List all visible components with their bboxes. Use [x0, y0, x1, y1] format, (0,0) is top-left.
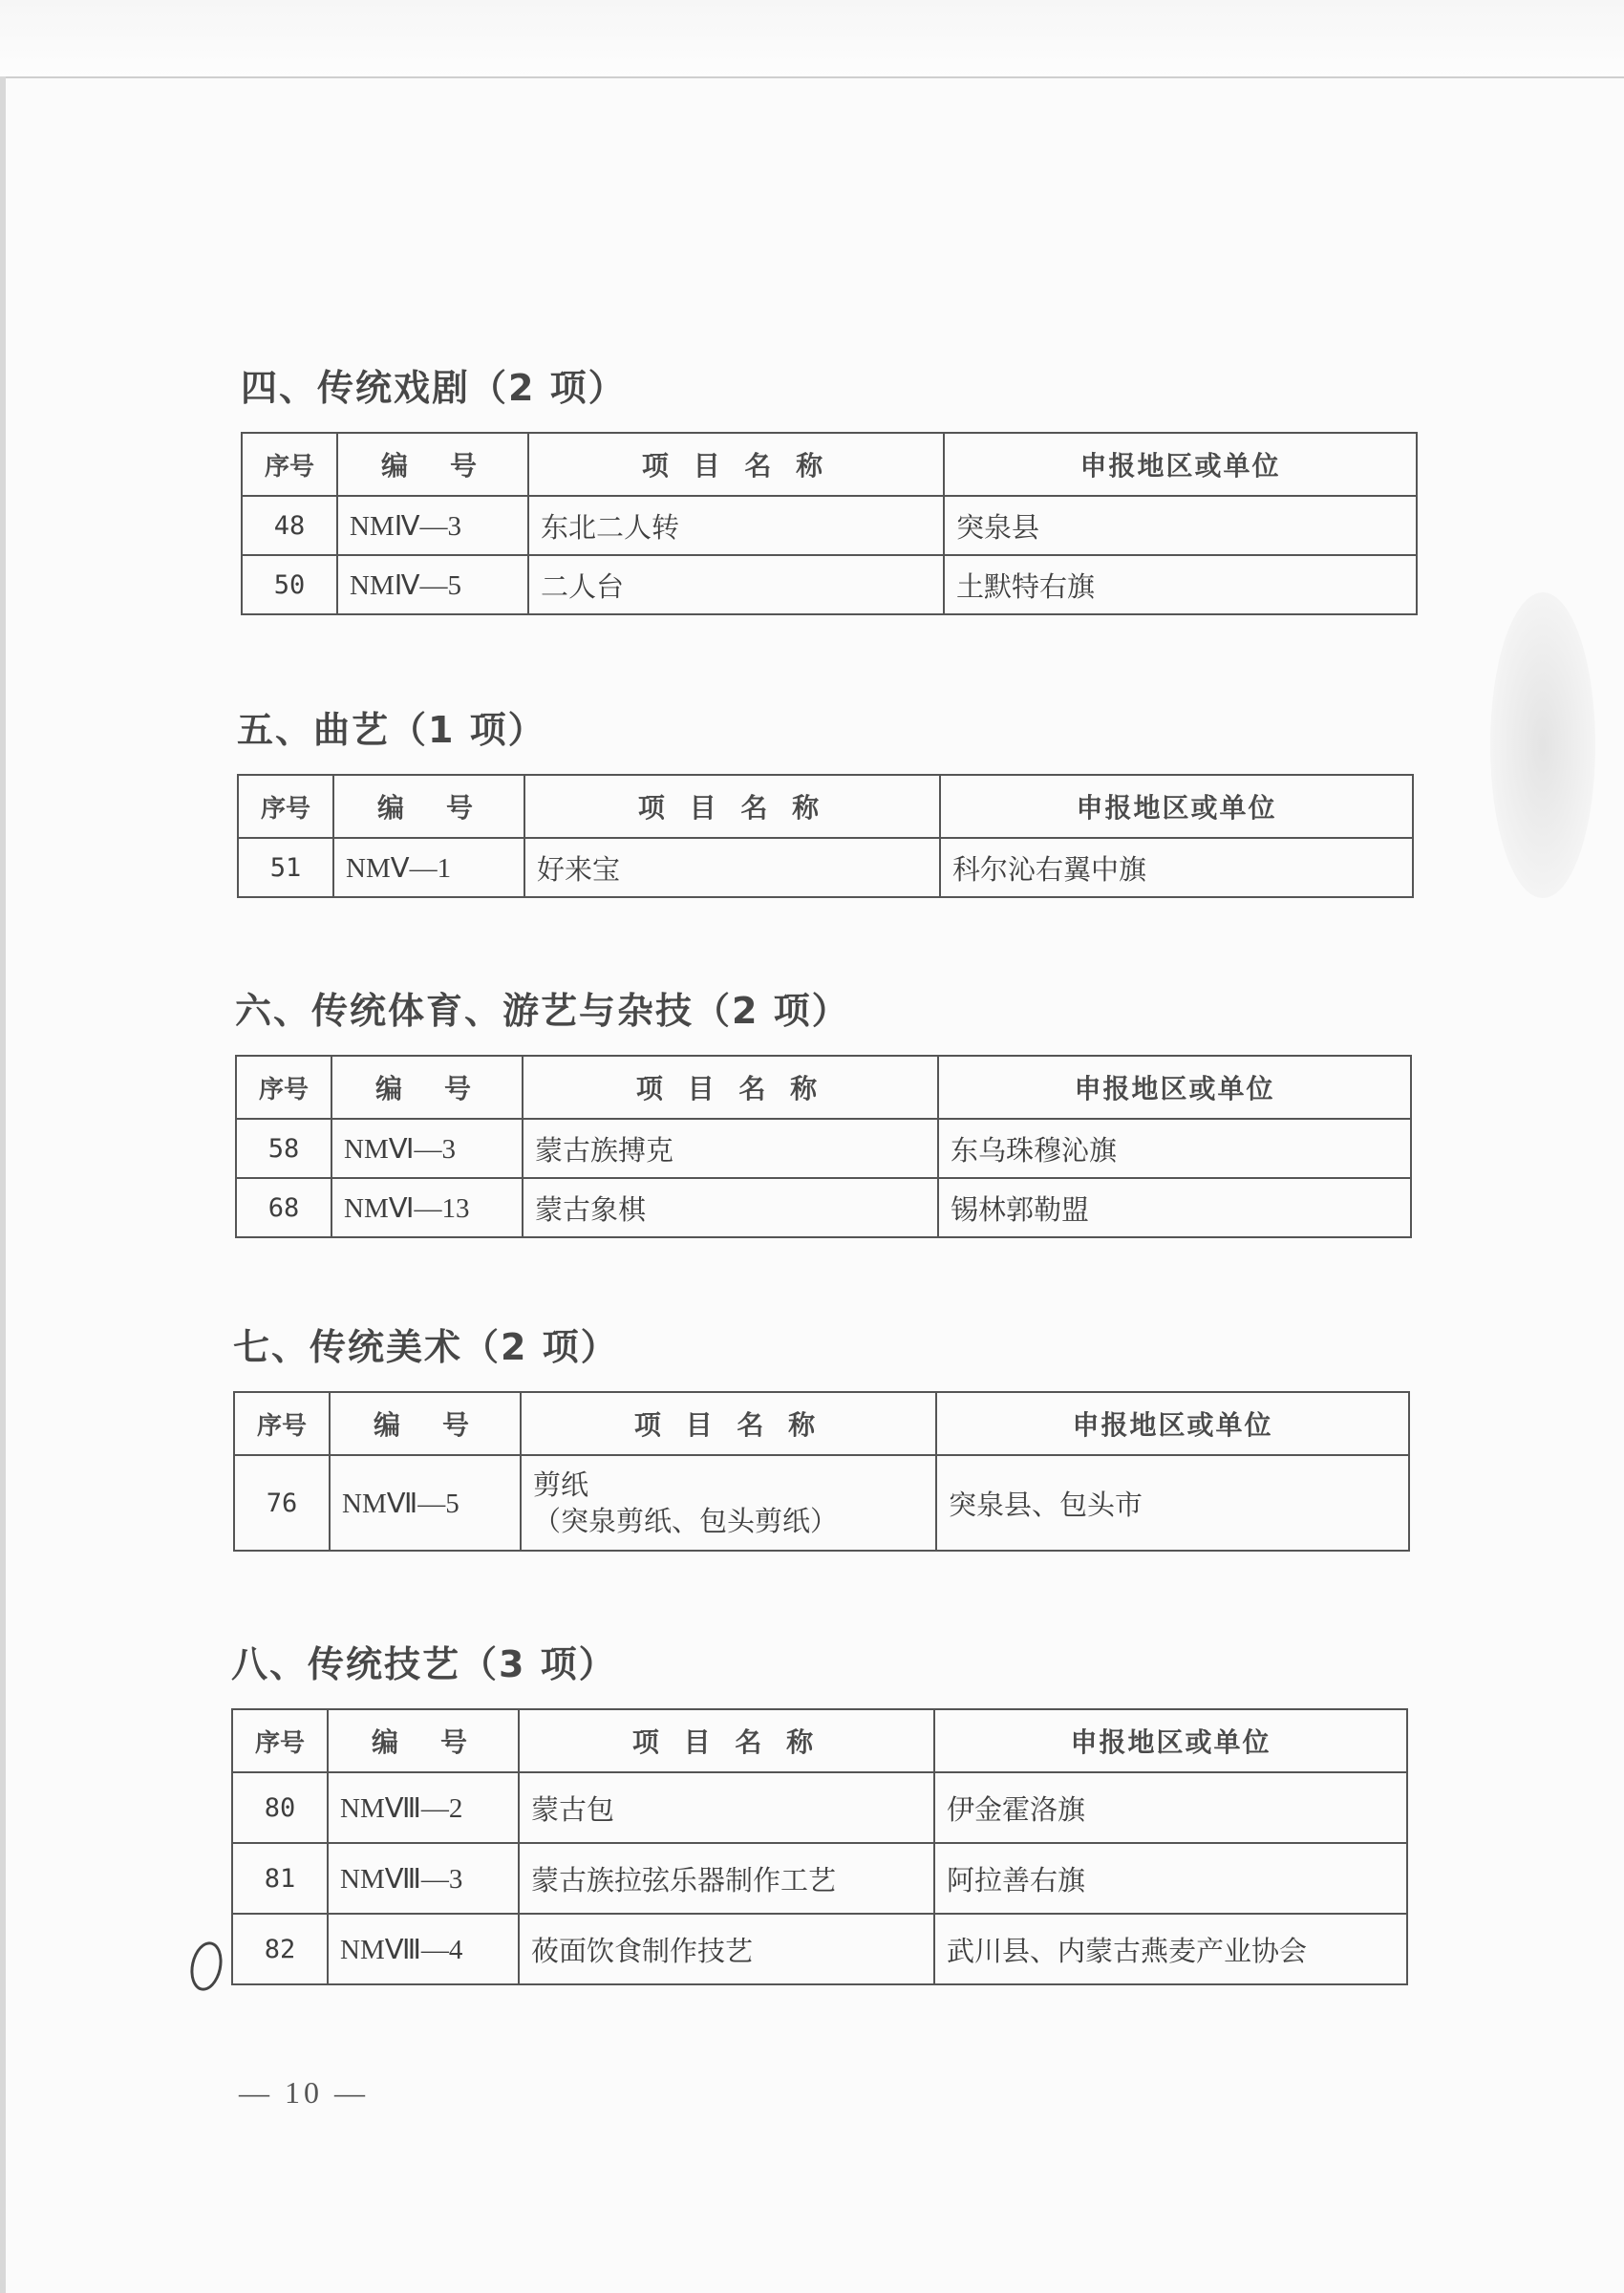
cell-region: 突泉县 [944, 496, 1417, 555]
cell-number: 82 [232, 1914, 328, 1984]
cell-region: 东乌珠穆沁旗 [938, 1119, 1411, 1178]
col-header-region: 申报地区或单位 [940, 775, 1413, 838]
cell-region: 武川县、内蒙古燕麦产业协会 [934, 1914, 1407, 1984]
col-header-name: 项 目 名 称 [524, 775, 940, 838]
heritage-table [231, 1708, 1408, 1985]
cell-region: 伊金霍洛旗 [934, 1772, 1407, 1843]
col-header-number: 序号 [242, 433, 337, 496]
cell-name-line2: （突泉剪纸、包头剪纸） [533, 1505, 839, 1537]
cell-name: 好来宝 [524, 838, 940, 897]
cell-name-line1: 剪纸 [533, 1468, 589, 1501]
cell-name: 莜面饮食制作技艺 [519, 1914, 934, 1984]
cell-code: NMⅤ—1 [333, 838, 524, 897]
col-header-code: 编 号 [330, 1392, 521, 1455]
handwritten-circle-mark [186, 1939, 226, 1994]
heritage-table [237, 774, 1414, 898]
col-header-number: 序号 [238, 775, 333, 838]
table-row [236, 1119, 1411, 1178]
cell-number: 80 [232, 1772, 328, 1843]
cell-region: 突泉县、包头市 [936, 1455, 1409, 1551]
cell-number: 50 [242, 555, 337, 614]
cell-code: NMⅧ—3 [328, 1843, 519, 1914]
cell-code: NMⅦ—5 [330, 1455, 521, 1551]
table-row [242, 496, 1417, 555]
col-header-region: 申报地区或单位 [938, 1056, 1411, 1119]
table-header-row [238, 775, 1413, 838]
cell-number: 51 [238, 838, 333, 897]
col-header-code: 编 号 [337, 433, 528, 496]
cell-number: 81 [232, 1843, 328, 1914]
table-header-row [232, 1709, 1407, 1772]
cell-number: 58 [236, 1119, 331, 1178]
section-traditional-craft [231, 1638, 1408, 1985]
cell-name: 蒙古象棋 [523, 1178, 938, 1237]
col-header-region: 申报地区或单位 [934, 1709, 1407, 1772]
section-sports-acrobatics [235, 984, 1412, 1238]
cell-name: 蒙古族拉弦乐器制作工艺 [519, 1843, 934, 1914]
col-header-name: 项 目 名 称 [519, 1709, 934, 1772]
cell-region: 科尔沁右翼中旗 [940, 838, 1413, 897]
table-row [232, 1772, 1407, 1843]
col-header-code: 编 号 [331, 1056, 523, 1119]
col-header-name: 项 目 名 称 [528, 433, 944, 496]
col-header-name: 项 目 名 称 [523, 1056, 938, 1119]
section-fine-arts [233, 1320, 1410, 1552]
section-heading: 五、曲艺（1 项） [237, 709, 546, 751]
cell-code: NMⅣ—5 [337, 555, 528, 614]
col-header-number: 序号 [236, 1056, 331, 1119]
table-header-row [242, 433, 1417, 496]
cell-region: 土默特右旗 [944, 555, 1417, 614]
section-traditional-drama [241, 361, 1418, 615]
cell-number: 48 [242, 496, 337, 555]
section-heading: 六、传统体育、游艺与杂技（2 项） [235, 990, 850, 1032]
cell-code: NMⅥ—13 [331, 1178, 523, 1237]
col-header-number: 序号 [234, 1392, 330, 1455]
col-header-name: 项 目 名 称 [521, 1392, 936, 1455]
table-row [234, 1455, 1409, 1551]
heritage-table [233, 1391, 1410, 1552]
heritage-table [235, 1055, 1412, 1238]
cell-number: 68 [236, 1178, 331, 1237]
col-header-code: 编 号 [328, 1709, 519, 1772]
cell-code: NMⅥ—3 [331, 1119, 523, 1178]
col-header-code: 编 号 [333, 775, 524, 838]
table-row [238, 838, 1413, 897]
cell-region: 锡林郭勒盟 [938, 1178, 1411, 1237]
col-header-region: 申报地区或单位 [944, 433, 1417, 496]
table-row [236, 1178, 1411, 1237]
cell-code: NMⅣ—3 [337, 496, 528, 555]
cell-code: NMⅧ—2 [328, 1772, 519, 1843]
cell-name: 东北二人转 [528, 496, 944, 555]
cell-name [521, 1455, 936, 1551]
table-row [242, 555, 1417, 614]
section-heading: 七、传统美术（2 项） [233, 1326, 619, 1368]
cell-name: 蒙古包 [519, 1772, 934, 1843]
col-header-number: 序号 [232, 1709, 328, 1772]
section-folk-art [237, 703, 1414, 898]
col-header-region: 申报地区或单位 [936, 1392, 1409, 1455]
page-number: — 10 — [239, 2075, 369, 2110]
table-header-row [234, 1392, 1409, 1455]
cell-name: 二人台 [528, 555, 944, 614]
cell-name: 蒙古族搏克 [523, 1119, 938, 1178]
table-row [232, 1914, 1407, 1984]
heritage-table [241, 432, 1418, 615]
cell-number: 76 [234, 1455, 330, 1551]
table-row [232, 1843, 1407, 1914]
table-header-row [236, 1056, 1411, 1119]
cell-code: NMⅧ—4 [328, 1914, 519, 1984]
cell-region: 阿拉善右旗 [934, 1843, 1407, 1914]
section-heading: 四、传统戏剧（2 项） [241, 367, 627, 409]
section-heading: 八、传统技艺（3 项） [231, 1643, 617, 1685]
